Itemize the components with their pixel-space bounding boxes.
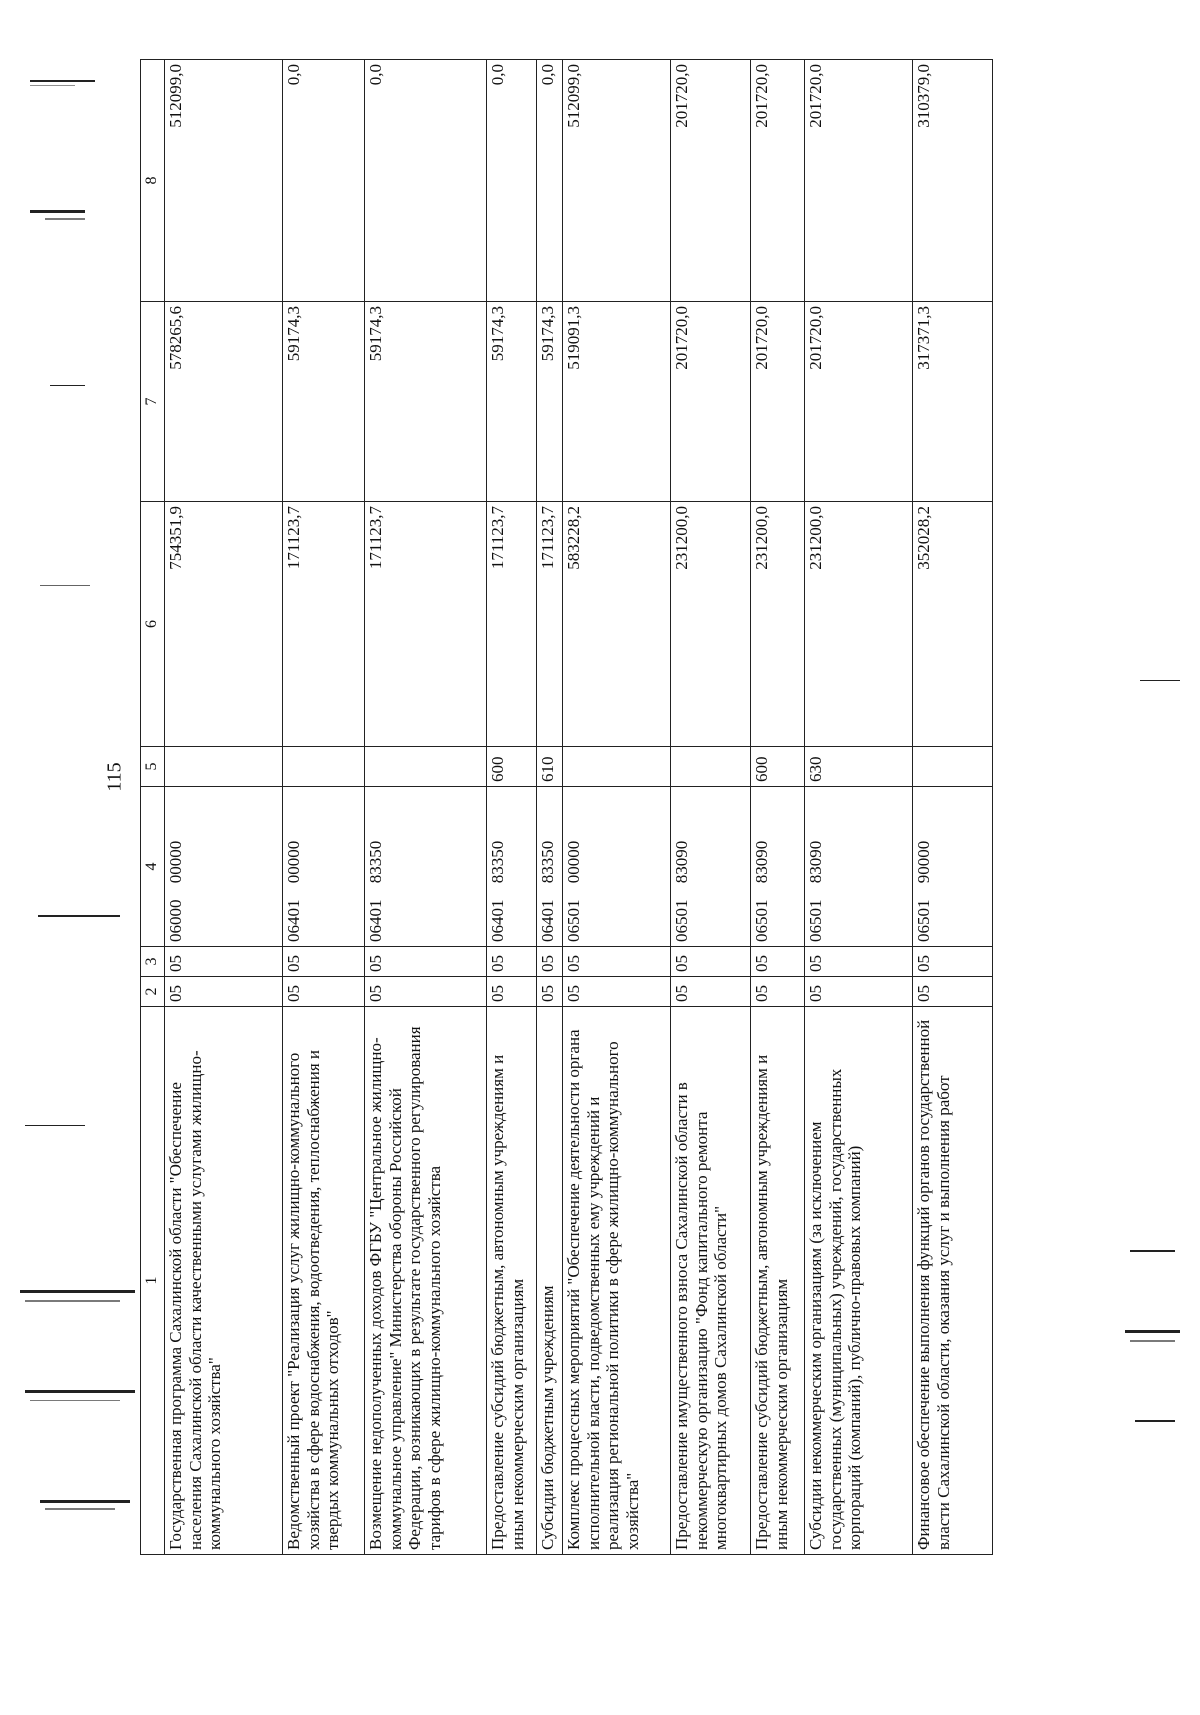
amount-col6: 171123,7 — [282, 502, 364, 747]
table-row — [282, 60, 364, 1555]
row-name: Государственная программа Сахалинской области "Обеспечение населения Сахалинской области качественными услугами жилищно-коммунального хозяйства" — [164, 1007, 282, 1555]
subsection-code: 05 — [164, 947, 282, 977]
subsection-code: 05 — [912, 947, 992, 977]
expense-type-code — [670, 747, 750, 787]
section-code: 05 — [486, 977, 536, 1007]
section-code: 05 — [804, 977, 912, 1007]
subsection-code: 05 — [364, 947, 486, 977]
row-name: Субсидии некоммерческим организациям (за исключением государственных (муниципальных) учреждений, государственных корпораций (компаний), публично-правовых компаний) — [804, 1007, 912, 1555]
amount-col7: 59174,3 — [536, 302, 562, 502]
column-header: 7 — [141, 302, 165, 502]
column-header: 2 — [141, 977, 165, 1007]
scan-artifact — [45, 218, 85, 220]
expense-type-code: 610 — [536, 747, 562, 787]
header-row — [141, 60, 165, 1555]
amount-col6: 231200,0 — [670, 502, 750, 747]
table-body — [164, 60, 992, 1555]
table-row — [670, 60, 750, 1555]
scan-artifact — [25, 1125, 85, 1126]
expense-type-code — [562, 747, 670, 787]
subsection-code: 05 — [804, 947, 912, 977]
subsection-code: 05 — [670, 947, 750, 977]
section-code: 05 — [164, 977, 282, 1007]
amount-col7: 201720,0 — [670, 302, 750, 502]
amount-col6: 231200,0 — [750, 502, 804, 747]
section-code: 05 — [562, 977, 670, 1007]
expense-type-code — [282, 747, 364, 787]
table-row — [536, 60, 562, 1555]
section-code: 05 — [536, 977, 562, 1007]
target-article-code: 06000 00000 — [164, 787, 282, 947]
scan-artifact — [1130, 1250, 1175, 1252]
amount-col7: 578265,6 — [164, 302, 282, 502]
subsection-code: 05 — [282, 947, 364, 977]
column-header: 8 — [141, 60, 165, 302]
subsection-code: 05 — [536, 947, 562, 977]
target-article-code: 06401 00000 — [282, 787, 364, 947]
table-row — [804, 60, 912, 1555]
subsection-code: 05 — [486, 947, 536, 977]
subsection-code: 05 — [750, 947, 804, 977]
target-article-code: 06501 83090 — [670, 787, 750, 947]
section-code: 05 — [912, 977, 992, 1007]
row-name: Ведомственный проект "Реализация услуг жилищно-коммунального хозяйства в сфере водоснабжения, водоотведения, теплоснабжения и твердых коммунальных отходов" — [282, 1007, 364, 1555]
target-article-code: 06401 83350 — [536, 787, 562, 947]
amount-col7: 201720,0 — [750, 302, 804, 502]
section-code: 05 — [282, 977, 364, 1007]
scan-artifact — [25, 1390, 135, 1393]
table-row — [750, 60, 804, 1555]
amount-col7: 201720,0 — [804, 302, 912, 502]
target-article-code: 06501 90000 — [912, 787, 992, 947]
scan-artifact — [30, 210, 85, 213]
amount-col7: 59174,3 — [364, 302, 486, 502]
scan-artifact — [25, 1300, 120, 1302]
table-row — [164, 60, 282, 1555]
expense-type-code: 600 — [486, 747, 536, 787]
scan-artifact — [1125, 1330, 1180, 1333]
amount-col8: 310379,0 — [912, 60, 992, 302]
expense-type-code: 600 — [750, 747, 804, 787]
section-code: 05 — [364, 977, 486, 1007]
amount-col6: 231200,0 — [804, 502, 912, 747]
row-name: Субсидии бюджетным учреждениям — [536, 1007, 562, 1555]
amount-col6: 171123,7 — [486, 502, 536, 747]
scan-artifact — [45, 1508, 115, 1510]
table-row — [364, 60, 486, 1555]
scan-artifact — [40, 585, 90, 586]
scan-artifact — [1135, 1420, 1175, 1422]
column-header: 3 — [141, 947, 165, 977]
column-header: 4 — [141, 787, 165, 947]
section-code: 05 — [750, 977, 804, 1007]
scan-artifact — [30, 80, 95, 82]
expense-type-code — [364, 747, 486, 787]
amount-col6: 171123,7 — [364, 502, 486, 747]
section-code: 05 — [670, 977, 750, 1007]
table-row — [562, 60, 670, 1555]
target-article-code: 06501 00000 — [562, 787, 670, 947]
row-name: Финансовое обеспечение выполнения функций органов государственной власти Сахалинской области, оказания услуг и выполнения работ — [912, 1007, 992, 1555]
amount-col7: 519091,3 — [562, 302, 670, 502]
expense-type-code — [164, 747, 282, 787]
amount-col6: 352028,2 — [912, 502, 992, 747]
scan-artifact — [30, 85, 75, 86]
rotated-page — [140, 60, 1070, 1555]
budget-table — [140, 59, 993, 1555]
amount-col7: 59174,3 — [486, 302, 536, 502]
row-name: Комплекс процессных мероприятий "Обеспечение деятельности органа исполнительной власти, подведомственных ему учреждений и реализация региональной политики в сфере жилищно-коммунального хозяйства" — [562, 1007, 670, 1555]
scan-artifact — [50, 385, 85, 386]
amount-col8: 201720,0 — [750, 60, 804, 302]
row-name: Предоставление имущественного взноса Сахалинской области в некоммерческую организацию "Фонд капитального ремонта многоквартирных домов Сахалинской области" — [670, 1007, 750, 1555]
target-article-code: 06501 83090 — [750, 787, 804, 947]
table-row — [912, 60, 992, 1555]
target-article-code: 06401 83350 — [486, 787, 536, 947]
column-header: 1 — [141, 1007, 165, 1555]
amount-col7: 59174,3 — [282, 302, 364, 502]
amount-col8: 512099,0 — [562, 60, 670, 302]
amount-col8: 201720,0 — [804, 60, 912, 302]
amount-col8: 0,0 — [364, 60, 486, 302]
table-header — [141, 60, 165, 1555]
amount-col8: 0,0 — [536, 60, 562, 302]
amount-col8: 0,0 — [282, 60, 364, 302]
amount-col8: 512099,0 — [164, 60, 282, 302]
row-name: Предоставление субсидий бюджетным, автономным учреждениям и иным некоммерческим организациям — [486, 1007, 536, 1555]
amount-col6: 171123,7 — [536, 502, 562, 747]
column-header: 6 — [141, 502, 165, 747]
column-header: 5 — [141, 747, 165, 787]
target-article-code: 06501 83090 — [804, 787, 912, 947]
scan-artifact — [40, 1500, 130, 1503]
row-name: Возмещение недополученных доходов ФГБУ "Центральное жилищно-коммунальное управление" Министерства обороны Российской Федерации, возникающих в результате государственного регулирования тарифов в сфере жилищно-коммунального хозяйства — [364, 1007, 486, 1555]
amount-col6: 754351,9 — [164, 502, 282, 747]
scan-artifact — [1130, 1340, 1175, 1342]
expense-type-code: 630 — [804, 747, 912, 787]
scan-artifact — [30, 1400, 120, 1401]
scan-artifact — [38, 915, 120, 917]
expense-type-code — [912, 747, 992, 787]
table-row — [486, 60, 536, 1555]
amount-col6: 583228,2 — [562, 502, 670, 747]
scan-artifact — [20, 1290, 135, 1293]
row-name: Предоставление субсидий бюджетным, автономным учреждениям и иным некоммерческим организациям — [750, 1007, 804, 1555]
target-article-code: 06401 83350 — [364, 787, 486, 947]
scan-artifact — [1140, 680, 1180, 681]
amount-col8: 201720,0 — [670, 60, 750, 302]
amount-col7: 317371,3 — [912, 302, 992, 502]
amount-col8: 0,0 — [486, 60, 536, 302]
subsection-code: 05 — [562, 947, 670, 977]
